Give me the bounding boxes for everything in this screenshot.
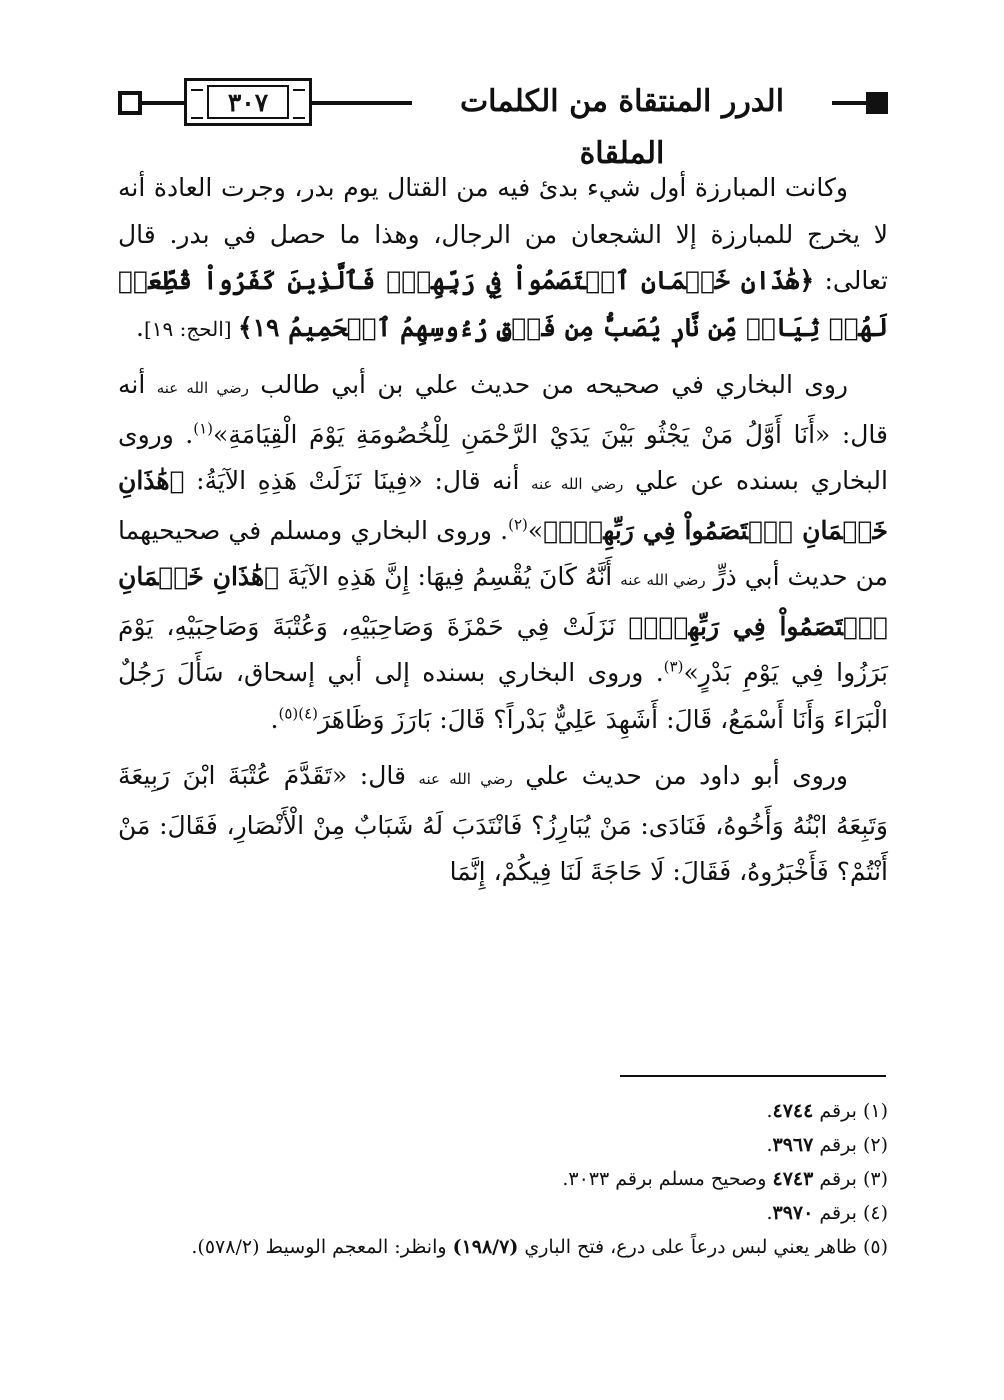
body-text-run: نَزَلَتْ فِي حَمْزَةَ وَصَاحِبَيْهِ، وَعُتْبَةَ وَصَاحِبَيْهِ، يَوْمَ بَرَزُوا فِي يَوْمِ بَدْرٍ» (118, 611, 888, 687)
body-text-run: أَنَّهُ كَانَ يُقْسِمُ فِيهَا: إِنَّ هَذِهِ الآيَةَ (279, 562, 621, 591)
frame-knot-icon (293, 89, 305, 119)
body-text-run: . وروى البخاري ومسلم في صحيحيهما من حديث أبي ذرٍّ (118, 515, 888, 591)
body-text-run: وكانت المبارزة أول شيء بدئ فيه من القتال يوم بدر، وجرت العادة أنه لا يخرج للمبارزة إلا الشجعان من الرجال، وهذا ما حصل في بدر. قال تعالى: (118, 173, 888, 295)
footnote-marker: (٣) (663, 657, 684, 676)
footnote-marker: (٢) (508, 515, 528, 534)
page-header (118, 72, 888, 171)
body-text-run: . (270, 704, 279, 734)
footnote-text: وصحيح مسلم برقم ٣٠٣٣. (562, 1168, 773, 1190)
footnote-label: برقم (819, 1168, 857, 1190)
quran-verse: ﴿هَٰذَانِ خَصۡمَانِ ٱخۡتَصَمُواْ فِي رَبِّهِمۡۖ﴾ (118, 466, 888, 545)
filled-square-ornament-icon (866, 92, 888, 114)
footnote-reference-number: ٣٩٧٠ (772, 1202, 814, 1224)
footnote (118, 1094, 888, 1128)
footnote-reference-number: ٤٧٤٤ (772, 1100, 814, 1122)
paragraph (118, 362, 888, 743)
footnote-text: . (766, 1134, 773, 1156)
verse-reference: [الحج: ١٩] (143, 316, 238, 341)
footnote (118, 1128, 888, 1162)
footnote (118, 1162, 888, 1196)
footnote-reference-number: (١٩٨/٧) (452, 1236, 519, 1258)
header-rule-left (140, 101, 188, 105)
footnote-marker: (٤)(٥) (278, 704, 319, 723)
footnote-label: برقم (819, 1100, 857, 1122)
honorific: رضي الله عنه (418, 770, 513, 788)
running-title: الدرر المنتقاة من الكلمات الملقاة (412, 76, 832, 128)
footnote-reference-number: ٤٧٤٣ (772, 1168, 814, 1190)
footnote-number: (٥) (862, 1236, 888, 1258)
footnote-number: (٤) (862, 1202, 888, 1224)
honorific: رضي الله عنه (620, 571, 706, 589)
footnote (118, 1230, 888, 1264)
footnote-label: ظاهر يعني لبس درعاً على درع، فتح الباري (524, 1236, 857, 1258)
body-text-run: قال: «تَقَدَّمَ عُتْبَةَ ابْنَ رَبِيعَةَ وَتَبِعَهُ ابْنُهُ وَأَخُوهُ، فَنَادَى: مَنْ يُبَارِزُ؟ فَانْتَدَبَ لَهُ شَبَابٌ مِنْ الْأَنْصَارِ، فَقَالَ: مَنْ أَنْتُمْ؟ فَأَخْبَرُوهُ، فَقَالَ: لَا حَاجَةَ لَنَا فِيكُمْ، إِنَّمَا (118, 761, 888, 886)
footnote-number: (٣) (862, 1168, 888, 1190)
footnote-label: برقم (819, 1202, 857, 1224)
footnote-separator (620, 1075, 886, 1077)
paragraph (118, 165, 888, 352)
page-number: ٣٠٧ (207, 85, 289, 119)
body-text-run: . وروى البخاري بسنده إلى أبي إسحاق، سَأَلَ رَجُلٌ الْبَرَاءَ وَأَنَا أَسْمَعُ، قَالَ: أَشَهِدَ عَلِيٌّ بَدْراً؟ قَالَ: بَارَزَ وَظَاهَرَ (118, 658, 888, 734)
footnote-text: وانظر: المعجم الوسيط (٥٧٨/٢). (191, 1236, 453, 1258)
hollow-square-ornament-icon (118, 91, 142, 115)
footnote-text: . (766, 1202, 773, 1224)
frame-knot-icon (191, 89, 203, 119)
body-text-run: أنه قال: «فِينَا نَزَلَتْ هَذِهِ الآيَةُ: (184, 466, 531, 495)
quran-verse: ﴿هَٰذَانِ خَصۡمَانِ ٱخۡتَصَمُواْ فِي رَبِّهِمۡۖ﴾ (118, 562, 888, 641)
footnote-number: (١) (862, 1100, 888, 1122)
body-text-run: وروى أبو داود من حديث علي (512, 761, 848, 790)
main-text (118, 165, 888, 906)
footnote-label: برقم (819, 1134, 857, 1156)
footnote-number: (٢) (862, 1134, 888, 1156)
footnote-reference-number: ٣٩٦٧ (772, 1134, 814, 1156)
footnotes (118, 1094, 888, 1264)
honorific: رضي الله عنه (530, 475, 624, 493)
body-text-run: . وروى البخاري بسنده عن علي (118, 419, 888, 495)
body-text-run: » (527, 515, 544, 545)
footnote-marker: (١) (193, 419, 214, 438)
page-number-frame (184, 78, 312, 126)
paragraph (118, 753, 888, 896)
footnote-text: . (766, 1100, 773, 1122)
quran-verse: ﴿هَٰذَانِ خَصۡمَانِ ٱخۡتَصَمُواْ فِي رَبِّهِمۡۖ فَٱلَّذِينَ كَفَرُواْ قُطِّعَتۡ لَهُمۡ ثِيَابٞ مِّن نَّارٖ يُصَبُّ مِن فَوۡقِ رُءُوسِهِمُ ٱلۡحَمِيمُ ١٩﴾ (118, 266, 888, 342)
body-text-run: أنه قال: «أَنَا أَوَّلُ مَنْ يَجْثُو بَيْنَ يَدَيْ الرَّحْمَنِ لِلْخُصُومَةِ يَوْمَ الْقِيَامَةِ» (118, 370, 888, 449)
footnote (118, 1196, 888, 1230)
honorific: رضي الله عنه (156, 379, 249, 397)
body-text-run: روى البخاري في صحيحه من حديث علي بن أبي طالب (248, 370, 848, 399)
body-text-run: . (135, 312, 144, 342)
